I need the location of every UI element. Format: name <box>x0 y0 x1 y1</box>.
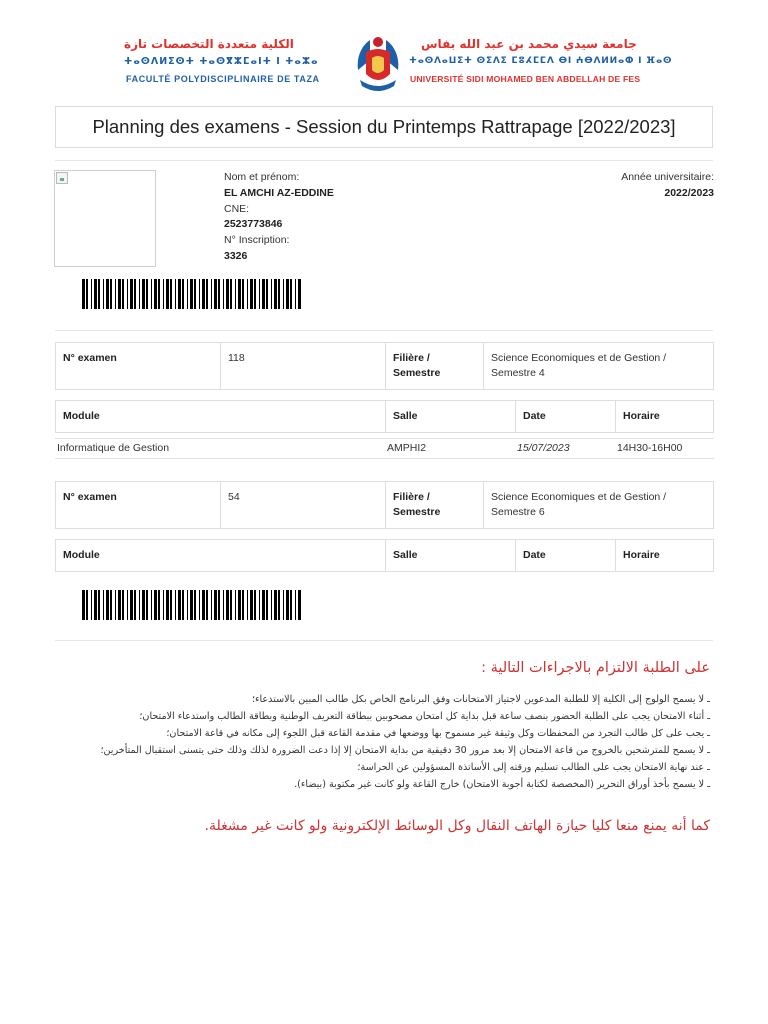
barcode-bar <box>187 590 188 620</box>
student-photo <box>54 170 156 267</box>
university-crest-icon <box>350 30 406 94</box>
exam-number-label: N° examen <box>56 343 221 390</box>
exam-number: 118 <box>221 343 386 390</box>
horaire-header: Horaire <box>616 401 714 433</box>
broken-image-icon <box>56 172 68 184</box>
barcode-bar <box>154 279 157 309</box>
barcode-bar <box>139 279 140 309</box>
barcode-bar <box>235 590 236 620</box>
barcode-bar <box>134 279 136 309</box>
notice-item: ـ لا يسمح للمترشحين بالخروج من قاعة الامتحان إلا بعد مرور 30 دقيقية من بداية الامتحان إلا إذا دعت الضرورة لذلك وذلك حتى يتسنى استقبال المتأخرين؛ <box>100 745 710 756</box>
barcode-bar <box>259 590 260 620</box>
divider <box>55 640 713 641</box>
module-name: Informatique de Gestion <box>55 439 385 459</box>
student-name: EL AMCHI AZ-EDDINE <box>224 187 334 199</box>
barcode-bar <box>154 590 157 620</box>
barcode-bar <box>115 590 116 620</box>
cne-label: CNE: <box>224 203 250 215</box>
barcode-bar <box>170 279 172 309</box>
barcode-bar <box>230 590 232 620</box>
barcode-bar <box>254 590 256 620</box>
filiere-label: Filière / Semestre <box>386 482 484 529</box>
barcode-bar <box>199 590 200 620</box>
barcode-bar <box>127 279 128 309</box>
barcode-bar <box>94 279 97 309</box>
barcode-bar <box>290 590 292 620</box>
barcode-bar <box>118 279 121 309</box>
barcode-bar <box>250 590 253 620</box>
exam-number-label: N° examen <box>56 482 221 529</box>
university-name-french: UNIVERSITÉ SIDI MOHAMED BEN ABDELLAH DE FES <box>410 74 641 84</box>
barcode-bar <box>290 279 292 309</box>
barcode-bar <box>106 590 109 620</box>
barcode-bar <box>223 590 224 620</box>
barcode-bar <box>146 590 148 620</box>
academic-year: 2022/2023 <box>664 187 714 199</box>
barcode-bar <box>202 279 205 309</box>
barcode-bar <box>166 590 169 620</box>
notice-item: ـ لا يسمح الولوج إلى الكلية إلا للطلبة المدعوين لاجتياز الامتحانات وفق البرنامج الخاص بكل طالب المبين بالاستدعاء؛ <box>251 694 710 705</box>
filiere-value: Science Economiques et de Gestion / Semestre 6 <box>484 482 714 529</box>
barcode-bar <box>170 590 172 620</box>
barcode-bar <box>91 279 92 309</box>
exam-number: 54 <box>221 482 386 529</box>
barcode-bar <box>178 279 181 309</box>
page-title: Planning des examens - Session du Printemps Rattrapage [2022/2023] <box>55 106 713 148</box>
barcode-bar <box>94 590 97 620</box>
barcode-bar <box>247 279 248 309</box>
notice-item: ـ أثناء الامتحان يجب على الطلبة الحضور بنصف ساعة قبل بداية كل امتحان مصحوبين ببطاقة التعريف الوطنية وبطاقة الطالب واستدعاء الامتحان؛ <box>139 711 710 722</box>
divider <box>55 160 713 161</box>
barcode-bar <box>98 590 100 620</box>
barcode-bar <box>259 279 260 309</box>
barcode-bar <box>134 590 136 620</box>
barcode-bar <box>110 279 112 309</box>
barcode-bar <box>206 279 208 309</box>
barcode-bar <box>218 279 220 309</box>
faculty-name-arabic: الكلية متعددة التخصصات تازة <box>124 37 294 51</box>
barcode-bar <box>230 279 232 309</box>
barcode-bar <box>158 279 160 309</box>
barcode-bar <box>250 279 253 309</box>
salle-header: Salle <box>386 401 516 433</box>
barcode-bar <box>163 590 164 620</box>
university-name-tifinagh: ⵜⴰⵙⴷⴰⵡⵉⵜ ⵙⵉⴷⵉ ⵎⵓⵃⵎⵎⴷ ⴱⵏ ⵄⴱⴷⵍⵍⴰⵀ ⵏ ⴼⴰⵙ <box>409 56 673 66</box>
barcode-bar <box>142 590 145 620</box>
student-inscription: 3326 <box>224 250 248 262</box>
exam-info-table <box>55 481 714 529</box>
barcode-bar <box>194 590 196 620</box>
barcode-bar <box>254 279 256 309</box>
barcode-bar <box>295 279 296 309</box>
horaire-header: Horaire <box>616 540 714 572</box>
barcode-bar <box>194 279 196 309</box>
barcode-bar <box>247 590 248 620</box>
barcode-bar <box>151 279 152 309</box>
barcode-bar <box>182 279 184 309</box>
barcode-bar <box>218 590 220 620</box>
barcode-bar <box>139 590 140 620</box>
barcode <box>82 279 302 309</box>
barcode-bar <box>175 279 176 309</box>
barcode-bar <box>286 279 289 309</box>
module-header: Module <box>56 401 386 433</box>
date-header: Date <box>516 540 616 572</box>
barcode-bar <box>274 590 277 620</box>
barcode-bar <box>190 590 193 620</box>
notice-list <box>50 691 710 793</box>
inscription-label: N° Inscription: <box>224 234 290 246</box>
barcode-bar <box>238 590 241 620</box>
module-header-table <box>55 539 714 572</box>
barcode-bar <box>130 279 133 309</box>
barcode-bar <box>158 590 160 620</box>
notice-item: ـ لا يسمح بأخذ أوراق التحرير (المخصصة لكتابة أجوبة الامتحان) خارج القاعة ولو كانت غير مكتوبة (بيضاء). <box>294 779 710 790</box>
barcode-bar <box>98 279 100 309</box>
barcode-bar <box>214 279 217 309</box>
barcode-bar <box>266 590 268 620</box>
barcode-bar <box>166 279 169 309</box>
barcode-bar <box>202 590 205 620</box>
barcode-bar <box>122 279 124 309</box>
barcode-bar <box>122 590 124 620</box>
barcode-bar <box>182 590 184 620</box>
barcode-bar <box>214 590 217 620</box>
faculty-name-tifinagh: ⵜⴰⵙⴷⵍⵉⵙⵜ ⵜⴰⵙⴳⵣⵎⴰⵏⵜ ⵏ ⵜⴰⵣⴰ <box>124 56 319 67</box>
barcode-bar <box>242 279 244 309</box>
exam-date: 15/07/2023 <box>515 439 615 459</box>
barcode-bar <box>271 590 272 620</box>
barcode-bar <box>86 590 88 620</box>
barcode-bar <box>151 590 152 620</box>
barcode-bar <box>163 279 164 309</box>
barcode-bar <box>298 279 301 309</box>
notice-item: ـ يجب على كل طالب التجرد من المحفظات وكل وثيقة غير مسموح بها ووضعها في مقدمة القاعة قبل اللجوء إلى مكانه في قاعة الامتحان؛ <box>166 728 710 739</box>
barcode-bar <box>115 279 116 309</box>
filiere-label: Filière / Semestre <box>386 343 484 390</box>
barcode-bar <box>130 590 133 620</box>
barcode <box>82 590 302 620</box>
barcode-bar <box>91 590 92 620</box>
barcode-bar <box>226 279 229 309</box>
barcode-bar <box>211 279 212 309</box>
barcode-bar <box>295 590 296 620</box>
barcode-bar <box>211 590 212 620</box>
divider <box>55 330 713 331</box>
barcode-bar <box>223 279 224 309</box>
barcode-bar <box>175 590 176 620</box>
notice-item: ـ عند نهاية الامتحان يجب على الطالب تسليم ورقته إلى الأساتذة المسؤولين عن الحراسة؛ <box>357 762 710 773</box>
salle-value: AMPHI2 <box>385 439 515 459</box>
barcode-bar <box>283 279 284 309</box>
barcode-bar <box>146 279 148 309</box>
barcode-bar <box>190 279 193 309</box>
barcode-bar <box>82 279 85 309</box>
barcode-bar <box>110 590 112 620</box>
barcode-bar <box>142 279 145 309</box>
barcode-bar <box>118 590 121 620</box>
university-name-arabic: جامعة سيدي محمد بن عبد الله بفاس <box>421 37 637 51</box>
barcode-bar <box>238 279 241 309</box>
salle-header: Salle <box>386 540 516 572</box>
barcode-bar <box>286 590 289 620</box>
barcode-bar <box>298 590 301 620</box>
date-header: Date <box>516 401 616 433</box>
exam-schedule-row <box>55 438 714 459</box>
barcode-bar <box>266 279 268 309</box>
barcode-bar <box>262 590 265 620</box>
barcode-bar <box>278 590 280 620</box>
barcode-bar <box>226 590 229 620</box>
barcode-bar <box>283 590 284 620</box>
barcode-bar <box>274 279 277 309</box>
exam-info-table <box>55 342 714 390</box>
barcode-bar <box>199 279 200 309</box>
academic-year-label: Année universitaire: <box>621 171 714 183</box>
barcode-bar <box>82 590 85 620</box>
module-header: Module <box>56 540 386 572</box>
barcode-bar <box>103 590 104 620</box>
notice-footer: كما أنه يمنع منعا كليا حيازة الهاتف النقال وكل الوسائط الإلكترونية ولو كانت غير مشغلة. <box>204 818 710 834</box>
barcode-bar <box>187 279 188 309</box>
barcode-bar <box>178 590 181 620</box>
exam-time: 14H30-16H00 <box>615 439 714 459</box>
name-label: Nom et prénom: <box>224 171 300 183</box>
barcode-bar <box>278 279 280 309</box>
barcode-bar <box>206 590 208 620</box>
faculty-name-french: FACULTÉ POLYDISCIPLINAIRE DE TAZA <box>126 74 320 84</box>
student-cne: 2523773846 <box>224 218 283 230</box>
barcode-bar <box>127 590 128 620</box>
filiere-value: Science Economiques et de Gestion / Semestre 4 <box>484 343 714 390</box>
barcode-bar <box>271 279 272 309</box>
barcode-bar <box>103 279 104 309</box>
barcode-bar <box>106 279 109 309</box>
barcode-bar <box>262 279 265 309</box>
barcode-bar <box>86 279 88 309</box>
barcode-bar <box>242 590 244 620</box>
notice-heading: على الطلبة الالتزام بالاجراءات التالية : <box>481 660 710 676</box>
module-header-table <box>55 400 714 433</box>
barcode-bar <box>235 279 236 309</box>
